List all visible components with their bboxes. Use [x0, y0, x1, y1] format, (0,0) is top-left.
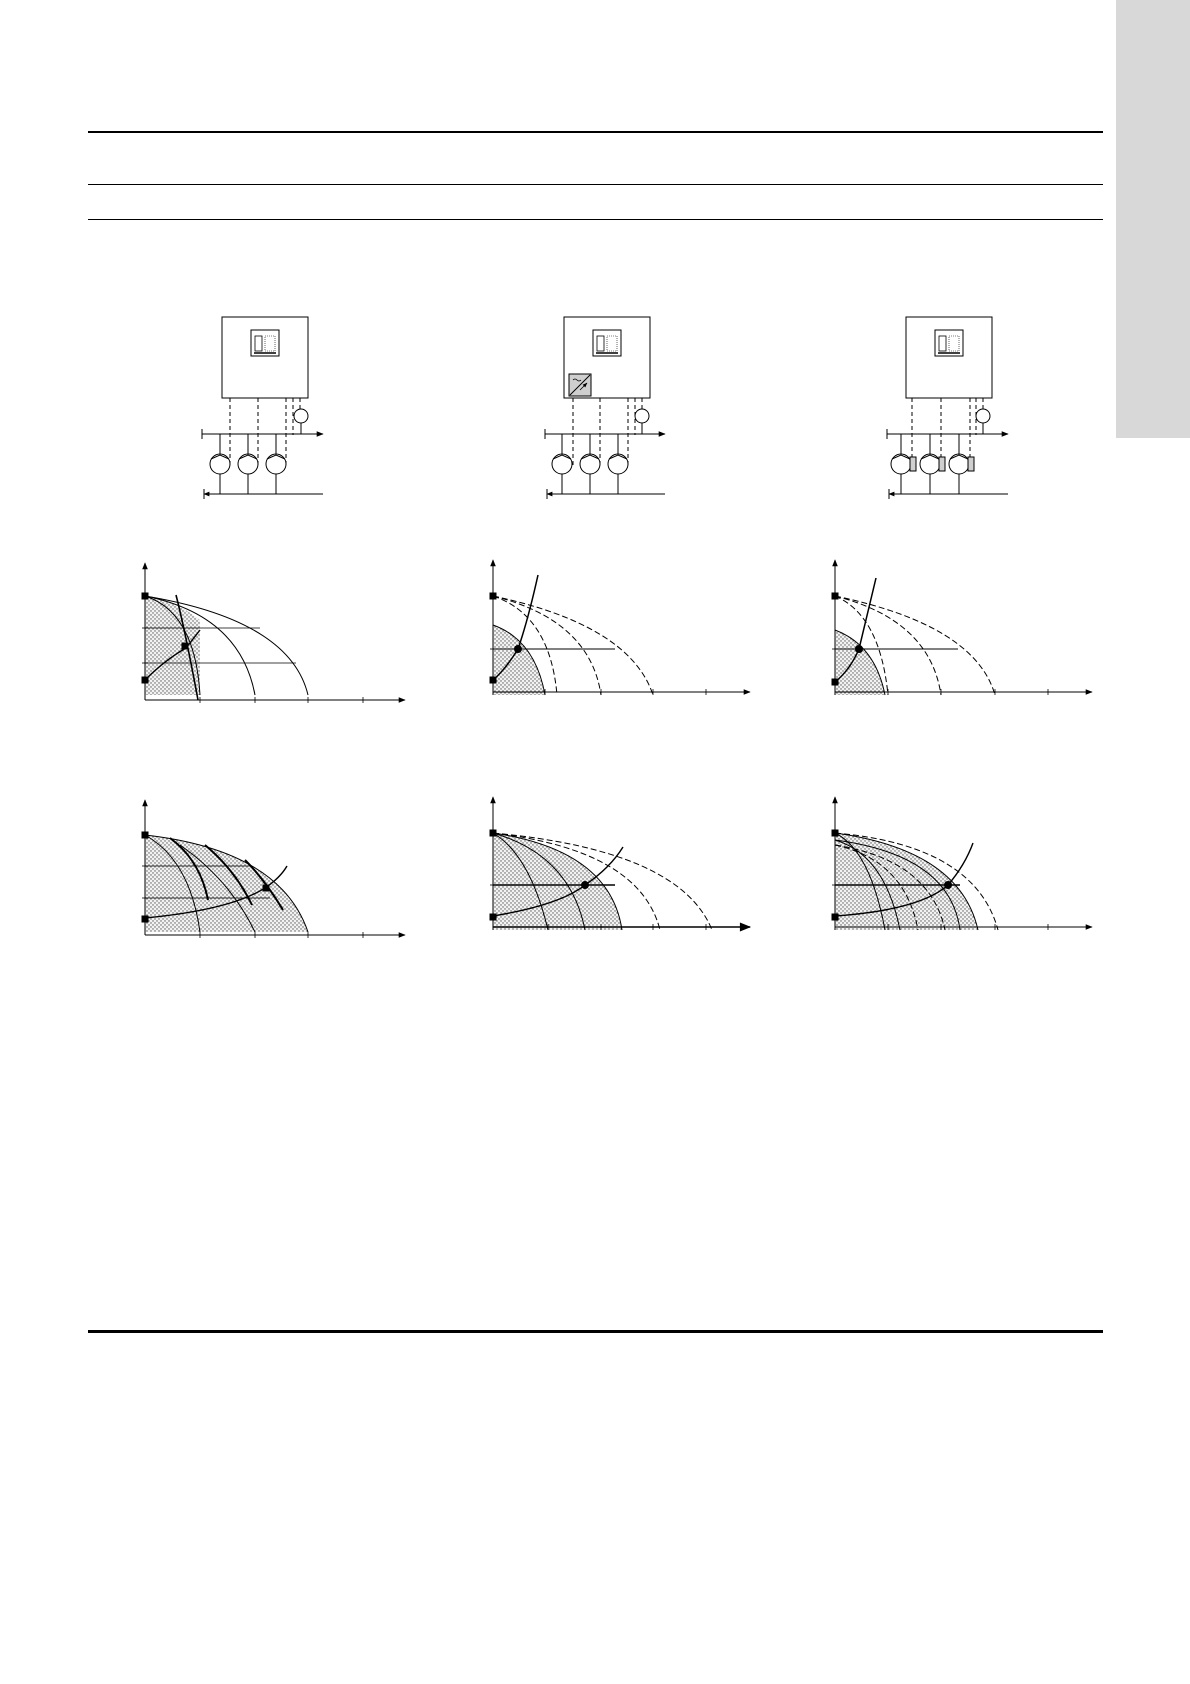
curve-diagram-row2-col3: [832, 797, 1092, 930]
operating-point: [263, 885, 269, 891]
controller-display-icon: [593, 330, 621, 356]
signal-lines: [230, 398, 300, 465]
curve-diagram-row1-col3: [832, 560, 1092, 695]
curve-diagram-row2-col2: [490, 797, 750, 930]
control-cabinet: [906, 317, 992, 398]
curve-diagram-row1-col1: [142, 563, 405, 703]
schematic-3: [887, 317, 1008, 499]
operating-point: [856, 646, 863, 653]
operating-point: [945, 882, 952, 889]
controller-display-icon: [935, 330, 963, 356]
pump-icon: [608, 434, 628, 494]
operating-point: [582, 882, 589, 889]
pump-icon: [210, 434, 230, 494]
pump-icon: [580, 434, 600, 494]
operating-point: [515, 646, 522, 653]
pump-icon: [266, 434, 286, 494]
operating-point: [182, 643, 188, 649]
pressure-sensor-icon: [294, 409, 308, 423]
controller-display-icon: [251, 330, 279, 356]
schematic-2: [545, 317, 665, 499]
signal-lines: [573, 398, 642, 465]
pressure-sensor-icon: [976, 409, 990, 423]
curve-diagram-row2-col1: [142, 800, 405, 938]
pump-icon: [238, 434, 258, 494]
curve-diagram-row1-col2: [490, 560, 750, 695]
frequency-converter-icon: [569, 374, 591, 396]
schematic-1: [202, 317, 323, 499]
pump-icon: [552, 434, 572, 494]
control-cabinet: [222, 317, 308, 398]
signal-lines: [912, 398, 983, 465]
pressure-sensor-icon: [635, 409, 649, 423]
